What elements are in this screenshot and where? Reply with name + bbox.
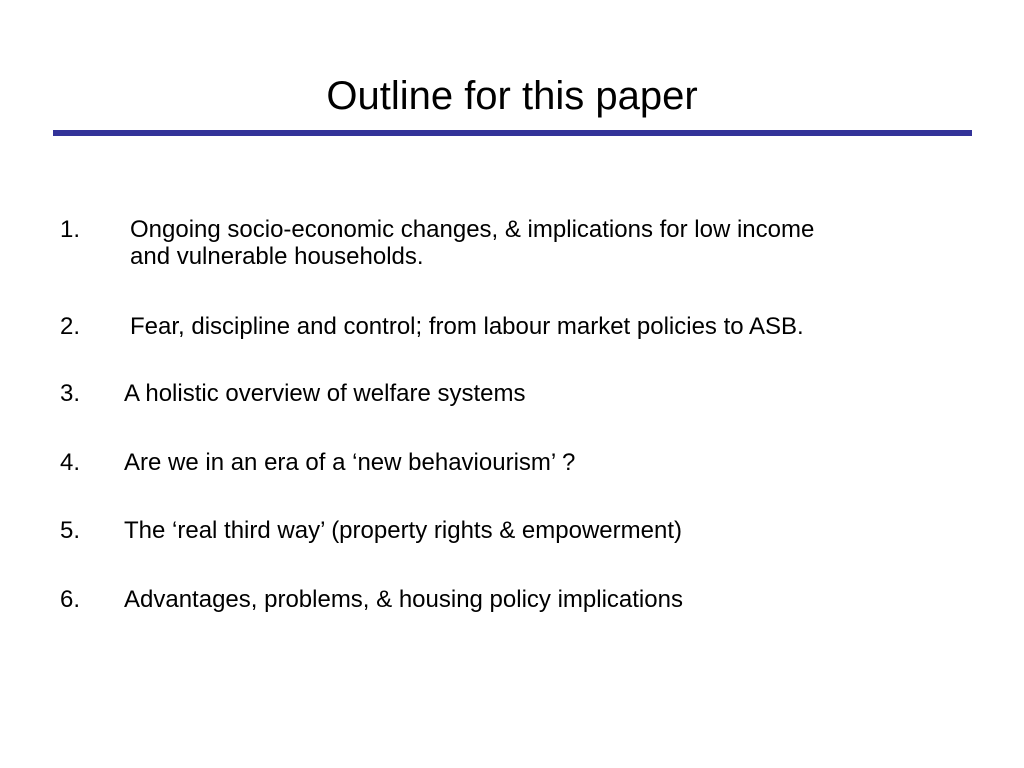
title-underline	[53, 130, 972, 136]
item-text: Advantages, problems, & housing policy implications	[124, 586, 683, 613]
item-text: A holistic overview of welfare systems	[124, 380, 526, 407]
item-number: 1.	[60, 216, 81, 243]
item-number: 4.	[60, 449, 81, 476]
outline-item-2	[60, 313, 960, 341]
outline-item-6	[60, 586, 960, 614]
item-number: 5.	[60, 517, 81, 544]
item-text: Fear, discipline and control; from labour market policies to ASB.	[130, 313, 804, 340]
outline-item-4	[60, 449, 960, 477]
slide-title: Outline for this paper	[326, 74, 698, 118]
outline-item-5	[60, 517, 960, 545]
item-text-continuation: and vulnerable households.	[130, 243, 424, 270]
item-number: 6.	[60, 586, 81, 613]
outline-item-3	[60, 380, 960, 408]
item-number: 2.	[60, 313, 81, 340]
outline-item-1	[60, 216, 960, 272]
item-text: Ongoing socio-economic changes, & implications for low income	[130, 216, 815, 243]
item-number: 3.	[60, 380, 81, 407]
item-text: Are we in an era of a ‘new behaviourism’ ?	[124, 449, 576, 476]
item-text: The ‘real third way’ (property rights & empowerment)	[124, 517, 682, 544]
